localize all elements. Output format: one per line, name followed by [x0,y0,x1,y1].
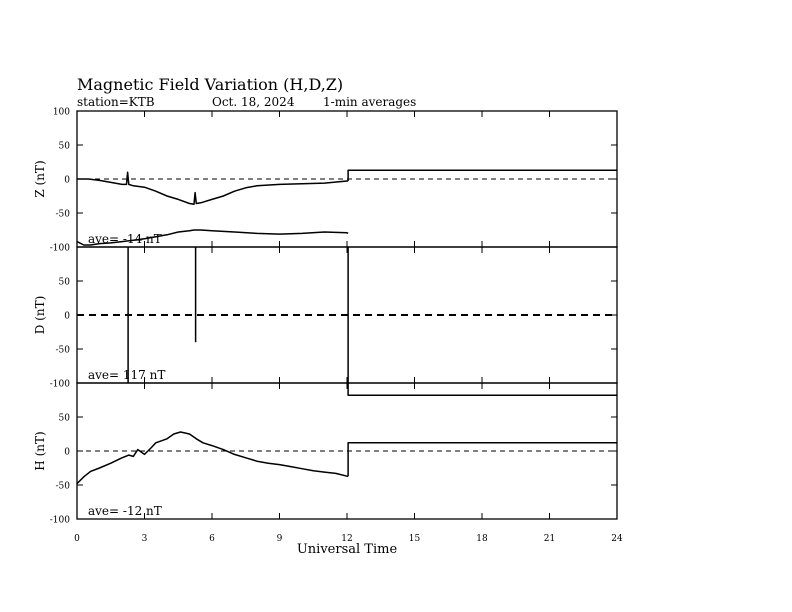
x-tick-label: 18 [476,534,488,544]
date-label: Oct. 18, 2024 [212,95,295,109]
series-line-z-0 [77,172,348,204]
x-tick-label: 15 [408,534,421,544]
y-tick-label-h: 0 [64,447,70,458]
average-label-h: ave= -12 nT [88,504,162,518]
y-tick-label-d: 0 [64,311,70,322]
y-tick-label-h: 50 [58,413,70,424]
average-label-z: ave= -14 nT [88,232,162,246]
series-line-h-1 [348,443,617,476]
average-label-d: ave= 117 nT [88,368,166,382]
averaging-label: 1-min averages [323,95,417,109]
y-tick-label-z: -100 [49,243,70,254]
y-tick-label-h: -50 [55,481,70,492]
y-axis-label-h: H (nT) [33,431,47,471]
x-tick-label: 0 [74,534,80,544]
y-tick-label-d: -100 [49,379,70,390]
x-tick-label: 21 [543,534,556,544]
x-tick-label: 6 [209,534,215,544]
y-tick-label-d: 50 [58,277,70,288]
y-tick-label-z: 0 [64,175,70,186]
x-tick-label: 3 [141,534,148,544]
y-axis-label-z: Z (nT) [33,160,47,198]
station-label: station=KTB [77,95,155,109]
x-tick-label: 12 [341,534,353,544]
x-tick-label: 24 [611,534,623,544]
y-tick-label-z: 100 [52,107,70,118]
x-tick-label: 9 [276,534,283,544]
y-tick-label-h: -100 [49,515,70,526]
chart-title: Magnetic Field Variation (H,D,Z) [77,75,344,94]
y-tick-label-d: -50 [55,345,70,356]
x-axis-label: Universal Time [296,542,398,557]
series-line-h-0 [77,432,348,484]
y-axis-label-d: D (nT) [33,295,47,335]
y-tick-label-z: 50 [58,141,70,152]
y-tick-label-z: -50 [55,209,70,220]
series-line-d-2 [348,247,617,395]
